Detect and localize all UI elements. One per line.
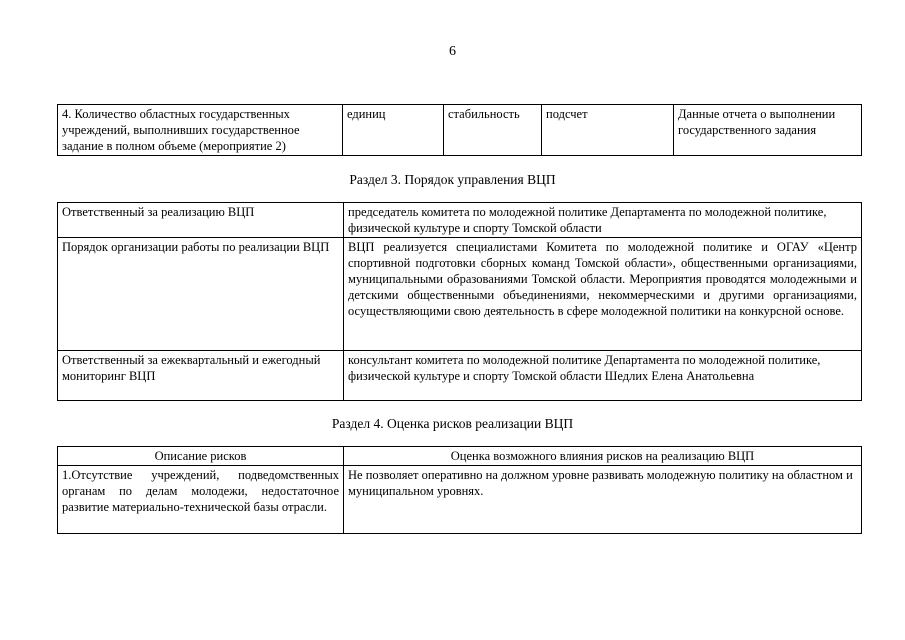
table-row: [58, 466, 862, 534]
table-row: [58, 203, 862, 238]
risk-cell: 1.Отсутствие учреждений, подведомственных органам по делам молодежи, недостаточное развитие материально-технической базы отрасли.: [58, 466, 344, 534]
indicators-table: [57, 104, 862, 156]
unit-cell: единиц: [343, 105, 444, 156]
impact-cell: Не позволяет оперативно на должном уровне развивать молодежную политику на областном и муниципальном уровнях.: [344, 466, 862, 534]
row-value: ВЦП реализуется специалистами Комитета по молодежной политике и ОГАУ «Центр спортивной подготовки сборных команд Томской области», общественными организациями, муниципальными образованиями Томской области. Мероприятия проводятся молодежными и детскими общественными объединениями, некоммерческими и другими организациями, осуществляющими свою деятельность в сфере молодежной политики на конкурсной основе.: [344, 238, 862, 351]
row-label: Порядок организации работы по реализации ВЦП: [58, 238, 344, 351]
table-row: [58, 351, 862, 401]
source-cell: Данные отчета о выполнении государственного задания: [674, 105, 862, 156]
row-label: Ответственный за реализацию ВЦП: [58, 203, 344, 238]
table-row: [58, 238, 862, 351]
management-table: [57, 202, 862, 401]
method-cell: подсчет: [542, 105, 674, 156]
header-impact: Оценка возможного влияния рисков на реализацию ВЦП: [344, 447, 862, 466]
row-value: консультант комитета по молодежной политике Департамента по молодежной политике, физической культуре и спорту Томской области Шедлих Елена Анатольевна: [344, 351, 862, 401]
row-value: председатель комитета по молодежной политике Департамента по молодежной политике, физической культуре и спорту Томской области: [344, 203, 862, 238]
trend-cell: стабильность: [444, 105, 542, 156]
row-label: Ответственный за ежеквартальный и ежегодный мониторинг ВЦП: [58, 351, 344, 401]
table-row: [58, 105, 862, 156]
section3-title: Раздел 3. Порядок управления ВЦП: [349, 172, 556, 187]
table-header-row: [58, 447, 862, 466]
risks-table: [57, 446, 862, 534]
header-risks: Описание рисков: [58, 447, 344, 466]
section4-title: Раздел 4. Оценка рисков реализации ВЦП: [331, 416, 574, 431]
page-number: 6: [449, 44, 456, 59]
indicator-cell: 4. Количество областных государственных учреждений, выполнивших государственное задание в полном объеме (мероприятие 2): [58, 105, 343, 156]
